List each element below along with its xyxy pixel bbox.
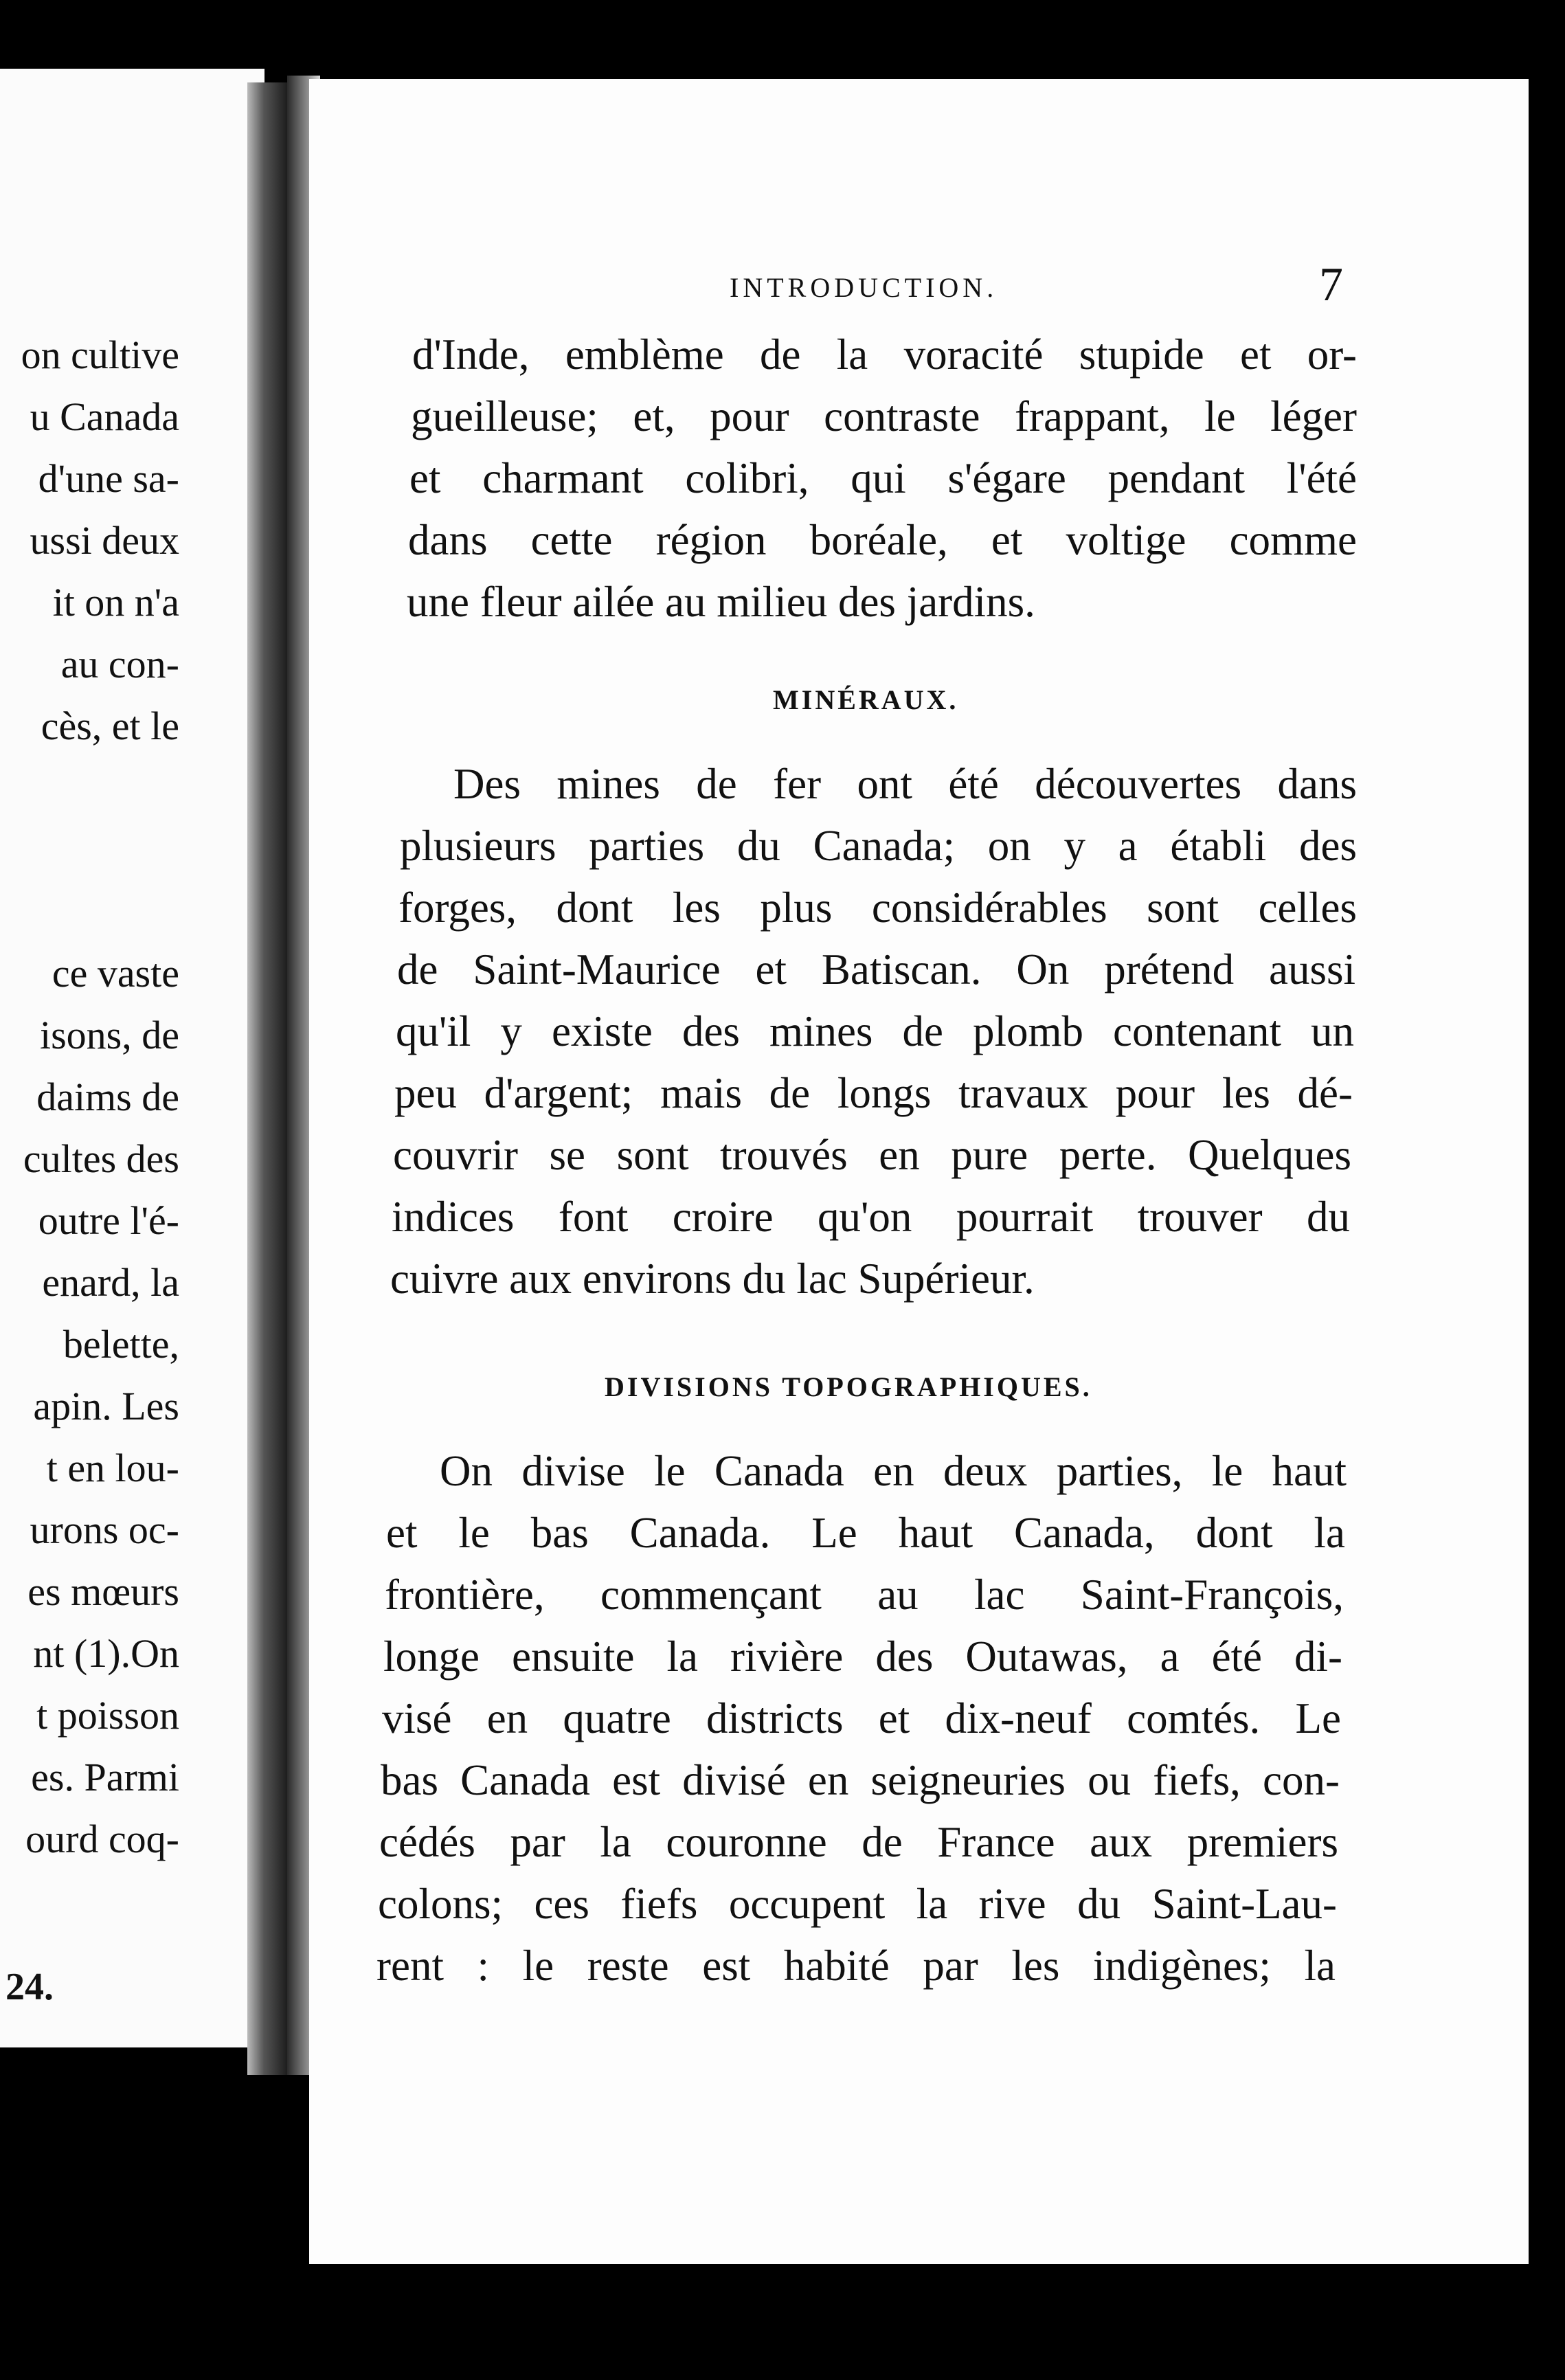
left-text-line: t poisson [36, 1693, 179, 1738]
text-line: cuivre aux environs du lac Supérieur. [390, 1255, 1035, 1303]
text-line: une fleur ailée au milieu des jardins. [407, 578, 1035, 626]
previous-page-fragment [0, 69, 264, 2047]
text-line: gueilleuse; et, pour contraste frappant, le léger [411, 392, 1357, 440]
text-line: dans cette région boréale, et voltige comme [408, 516, 1357, 564]
left-text-line: cultes des [23, 1136, 179, 1181]
left-text-line: nt (1).On [33, 1631, 179, 1676]
text-line: qu'il y existe des mines de plomb contenant un [396, 1007, 1354, 1055]
left-text-line: outre l'é- [38, 1198, 179, 1243]
left-text-line: d'une sa- [38, 456, 179, 501]
text-line: couvrir se sont trouvés en pure perte. Quelques [393, 1131, 1351, 1179]
left-text-line: urons oc- [30, 1507, 179, 1552]
text-line: frontière, commençant au lac Saint-François, [385, 1571, 1344, 1619]
text-line: bas Canada est divisé en seigneuries ou fiefs, con- [381, 1756, 1340, 1804]
left-text-line: it on n'a [52, 580, 179, 625]
text-line: d'Inde, emblème de la voracité stupide et or- [412, 330, 1357, 379]
text-line: colons; ces fiefs occupent la rive du Saint-Lau- [378, 1880, 1337, 1928]
text-line: peu d'argent; mais de longs travaux pour les dé- [394, 1069, 1353, 1117]
left-text-line: ussi deux [30, 518, 179, 563]
left-text-line: ce vaste [52, 951, 179, 996]
page-number: 7 [1319, 258, 1343, 311]
left-page-number: 24. [5, 1966, 54, 2008]
left-text-line: on cultive [21, 333, 179, 377]
text-line: et charmant colibri, qui s'égare pendant l'été [409, 454, 1357, 502]
left-text-line: es. Parmi [31, 1755, 179, 1799]
text-line: Des mines de fer ont été découvertes dans [453, 760, 1357, 808]
running-header: INTRODUCTION. [730, 272, 998, 303]
left-text-line: daims de [36, 1075, 179, 1119]
text-line: rent : le reste est habité par les indigènes; la [376, 1942, 1336, 1990]
text-line: de Saint-Maurice et Batiscan. On prétend aussi [397, 945, 1355, 993]
left-text-line: belette, [63, 1322, 179, 1367]
text-line: cédés par la couronne de France aux premiers [379, 1818, 1338, 1866]
book-gutter-shadow [247, 82, 289, 2075]
left-text-line: t en lou- [46, 1446, 179, 1490]
text-line: longe ensuite la rivière des Outawas, a été di- [383, 1632, 1342, 1681]
left-text-line: u Canada [30, 394, 179, 439]
text-line: indices font croire qu'on pourrait trouver du [392, 1193, 1350, 1241]
text-line: plusieurs parties du Canada; on y a établi des [400, 822, 1357, 870]
left-text-line: es mœurs [27, 1569, 179, 1614]
text-line: On divise le Canada en deux parties, le haut [440, 1447, 1347, 1495]
left-text-line: apin. Les [33, 1384, 179, 1428]
left-text-line: ourd coq- [25, 1817, 179, 1861]
text-line: forges, dont les plus considérables sont celles [398, 884, 1357, 932]
section-heading: MINÉRAUX. [773, 684, 959, 715]
text-line: visé en quatre districts et dix-neuf comtés. Le [382, 1694, 1341, 1742]
current-page [309, 79, 1529, 2264]
left-text-line: isons, de [40, 1013, 179, 1057]
left-text-line: enard, la [42, 1260, 179, 1305]
text-line: et le bas Canada. Le haut Canada, dont la [386, 1509, 1345, 1557]
section-heading: DIVISIONS TOPOGRAPHIQUES. [605, 1371, 1092, 1402]
left-text-line: cès, et le [41, 704, 179, 748]
left-text-line: au con- [60, 642, 179, 686]
